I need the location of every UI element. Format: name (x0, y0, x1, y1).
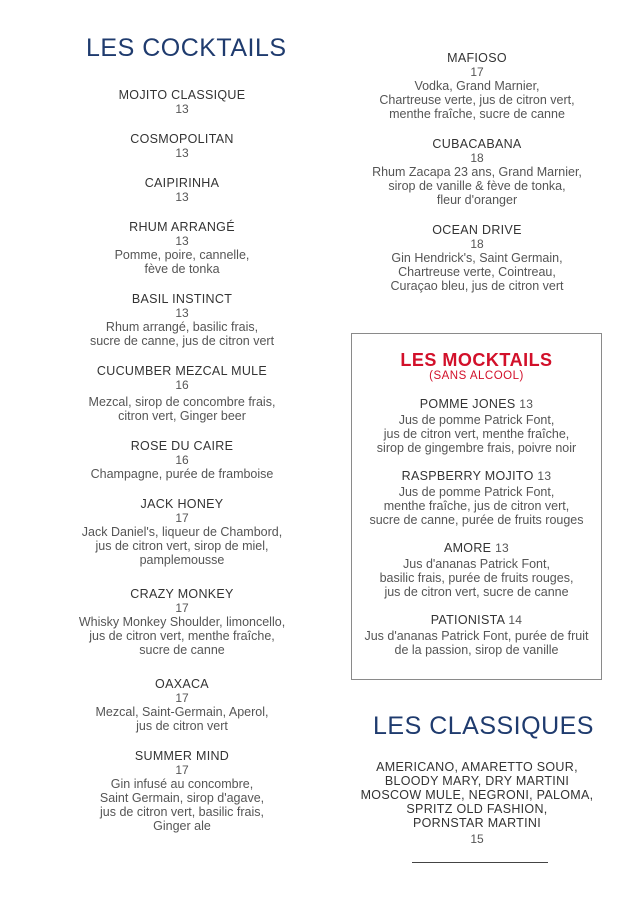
cocktails-title: LES COCKTAILS (86, 34, 287, 62)
cocktail-description (62, 705, 302, 733)
cocktail-name: RHUM ARRANGÉ (129, 220, 235, 234)
cocktail-item (62, 292, 302, 348)
description-line: menthe fraîche, sucre de canne (389, 107, 565, 121)
description-line: sucre de canne, jus de citron vert (89, 334, 275, 348)
description-line: sucre de canne, purée de fruits rouges (369, 513, 584, 527)
description-line: citron vert, Ginger beer (118, 409, 246, 423)
mocktail-item (352, 541, 601, 599)
description-line: Jus de pomme Patrick Font, (398, 413, 555, 427)
cocktail-description (62, 320, 302, 348)
cocktail-description (352, 251, 602, 293)
mocktail-name: PATIONISTA (430, 613, 505, 627)
mocktail-price: 13 (519, 397, 534, 411)
cocktail-price: 17 (470, 65, 484, 79)
description-line: Chartreuse verte, Cointreau, (398, 265, 556, 279)
classique-line: BLOODY MARY, DRY MARTINI (384, 774, 570, 788)
mocktail-name-row (352, 613, 601, 627)
classiques-price: 15 (470, 832, 484, 846)
cocktail-description (62, 467, 302, 481)
description-line: Rhum Zacapa 23 ans, Grand Marnier, (372, 165, 582, 179)
description-line: fleur d'oranger (436, 193, 518, 207)
cocktail-item (352, 137, 602, 207)
mocktail-name: RASPBERRY MOJITO (401, 469, 534, 483)
description-line: menthe fraîche, jus de citron vert, (383, 499, 570, 513)
cocktail-name: OAXACA (155, 677, 209, 691)
cocktail-name: CUBACABANA (432, 137, 522, 151)
cocktail-name: SUMMER MIND (134, 749, 230, 763)
cocktail-description (62, 525, 302, 567)
cocktail-price: 13 (175, 306, 189, 320)
description-line: Whisky Monkey Shoulder, limoncello, (78, 615, 286, 629)
mocktail-price: 13 (495, 541, 510, 555)
description-line: fève de tonka (144, 262, 220, 276)
mocktail-item (352, 613, 601, 657)
cocktail-price: 17 (175, 763, 189, 777)
mocktail-description (352, 485, 601, 527)
mocktail-name-row (352, 469, 601, 483)
cocktail-name: BASIL INSTINCT (131, 292, 233, 306)
mocktail-item (352, 469, 601, 527)
cocktail-name: CRAZY MONKEY (130, 587, 234, 601)
cocktail-item (62, 749, 302, 833)
description-line: basilic frais, purée de fruits rouges, (379, 571, 574, 585)
classique-line: AMERICANO, AMARETTO SOUR, (376, 760, 578, 774)
cocktail-description (352, 165, 602, 207)
description-line: Jus d'ananas Patrick Font, (403, 557, 550, 571)
cocktail-name: ROSE DU CAIRE (130, 439, 234, 453)
cocktail-price: 18 (470, 237, 484, 251)
cocktail-name: CAIPIRINHA (144, 176, 220, 190)
cocktail-price: 17 (175, 601, 189, 615)
cocktails-right-column (352, 51, 602, 309)
description-line: Saint Germain, sirop d'agave, (99, 791, 265, 805)
description-line: Jack Daniel's, liqueur de Chambord, (81, 525, 283, 539)
description-line: jus de citron vert, basilic frais, (100, 805, 264, 819)
description-line: jus de citron vert, sirop de miel, (95, 539, 269, 553)
mocktail-name: AMORE (443, 541, 492, 555)
description-line: Mezcal, sirop de concombre frais, (88, 395, 276, 409)
description-line: Chartreuse verte, jus de citron vert, (379, 93, 575, 107)
cocktail-price: 16 (175, 378, 189, 392)
cocktail-price: 13 (175, 234, 189, 248)
description-line: Gin Hendrick's, Saint Germain, (391, 251, 563, 265)
mocktail-price: 14 (508, 613, 523, 627)
description-line: Jus de pomme Patrick Font, (398, 485, 555, 499)
cocktail-description (62, 248, 302, 276)
description-line: pamplemousse (139, 553, 225, 567)
mocktail-name-row (352, 397, 601, 411)
cocktail-name: CUCUMBER MEZCAL MULE (96, 364, 268, 378)
description-line: de la passion, sirop de vanille (394, 643, 559, 657)
mocktail-description (352, 413, 601, 455)
cocktails-left-column (62, 88, 302, 849)
mocktail-name: POMME JONES (419, 397, 516, 411)
description-line: Pomme, poire, cannelle, (114, 248, 250, 262)
description-line: Champagne, purée de framboise (90, 467, 274, 481)
cocktail-price: 13 (175, 146, 189, 160)
cocktail-name: JACK HONEY (140, 497, 224, 511)
cocktail-price: 16 (175, 453, 189, 467)
classique-line: PORNSTAR MARTINI (413, 816, 541, 830)
mocktail-name-row (352, 541, 601, 555)
description-line: sirop de gingembre frais, poivre noir (376, 441, 577, 455)
description-line: jus de citron vert, menthe fraîche, (383, 427, 570, 441)
description-line: jus de citron vert (136, 719, 228, 733)
description-line: Curaçao bleu, jus de citron vert (390, 279, 564, 293)
cocktail-name: OCEAN DRIVE (432, 223, 522, 237)
classiques-section (352, 760, 602, 846)
description-line: Jus d'ananas Patrick Font, purée de fruit (364, 629, 589, 643)
mocktails-subtitle: (SANS ALCOOL) (429, 370, 524, 382)
cocktail-item (62, 88, 302, 116)
description-line: sucre de canne (139, 643, 225, 657)
classique-line: MOSCOW MULE, NEGRONI, PALOMA, (360, 788, 594, 802)
description-line: Ginger ale (153, 819, 211, 833)
mocktail-description (352, 557, 601, 599)
cocktail-description (62, 777, 302, 833)
description-line: Mezcal, Saint-Germain, Aperol, (95, 705, 269, 719)
description-line: Vodka, Grand Marnier, (414, 79, 540, 93)
divider-line (412, 862, 548, 863)
cocktail-name: MOJITO CLASSIQUE (118, 88, 246, 102)
cocktail-price: 18 (470, 151, 484, 165)
description-line: jus de citron vert, menthe fraîche, (89, 629, 275, 643)
description-line: jus de citron vert, sucre de canne (384, 585, 569, 599)
cocktail-description (352, 79, 602, 121)
cocktail-item (62, 677, 302, 733)
cocktail-item (62, 587, 302, 657)
description-line: sirop de vanille & fève de tonka, (388, 179, 566, 193)
cocktail-price: 13 (175, 102, 189, 116)
cocktail-description (62, 615, 302, 657)
cocktail-price: 17 (175, 691, 189, 705)
cocktail-item (62, 439, 302, 481)
classiques-title: LES CLASSIQUES (373, 712, 594, 740)
mocktail-price: 13 (537, 469, 552, 483)
cocktail-name: COSMOPOLITAN (130, 132, 234, 146)
classique-line: SPRITZ OLD FASHION, (406, 802, 548, 816)
mocktails-list (352, 397, 601, 657)
classiques-list (352, 760, 602, 830)
mocktail-description (352, 629, 601, 657)
cocktail-item (62, 220, 302, 276)
cocktail-item (62, 132, 302, 160)
cocktail-description (62, 395, 302, 423)
description-line: Gin infusé au concombre, (110, 777, 254, 791)
description-line: Rhum arrangé, basilic frais, (105, 320, 259, 334)
cocktail-item (352, 51, 602, 121)
mocktails-title: LES MOCKTAILS (400, 350, 553, 370)
cocktail-item (62, 176, 302, 204)
cocktail-item (352, 223, 602, 293)
cocktail-price: 13 (175, 190, 189, 204)
cocktail-name: MAFIOSO (447, 51, 507, 65)
mocktail-item (352, 397, 601, 455)
mocktails-box (351, 333, 602, 680)
cocktail-item (62, 364, 302, 423)
cocktail-item (62, 497, 302, 567)
cocktail-price: 17 (175, 511, 189, 525)
